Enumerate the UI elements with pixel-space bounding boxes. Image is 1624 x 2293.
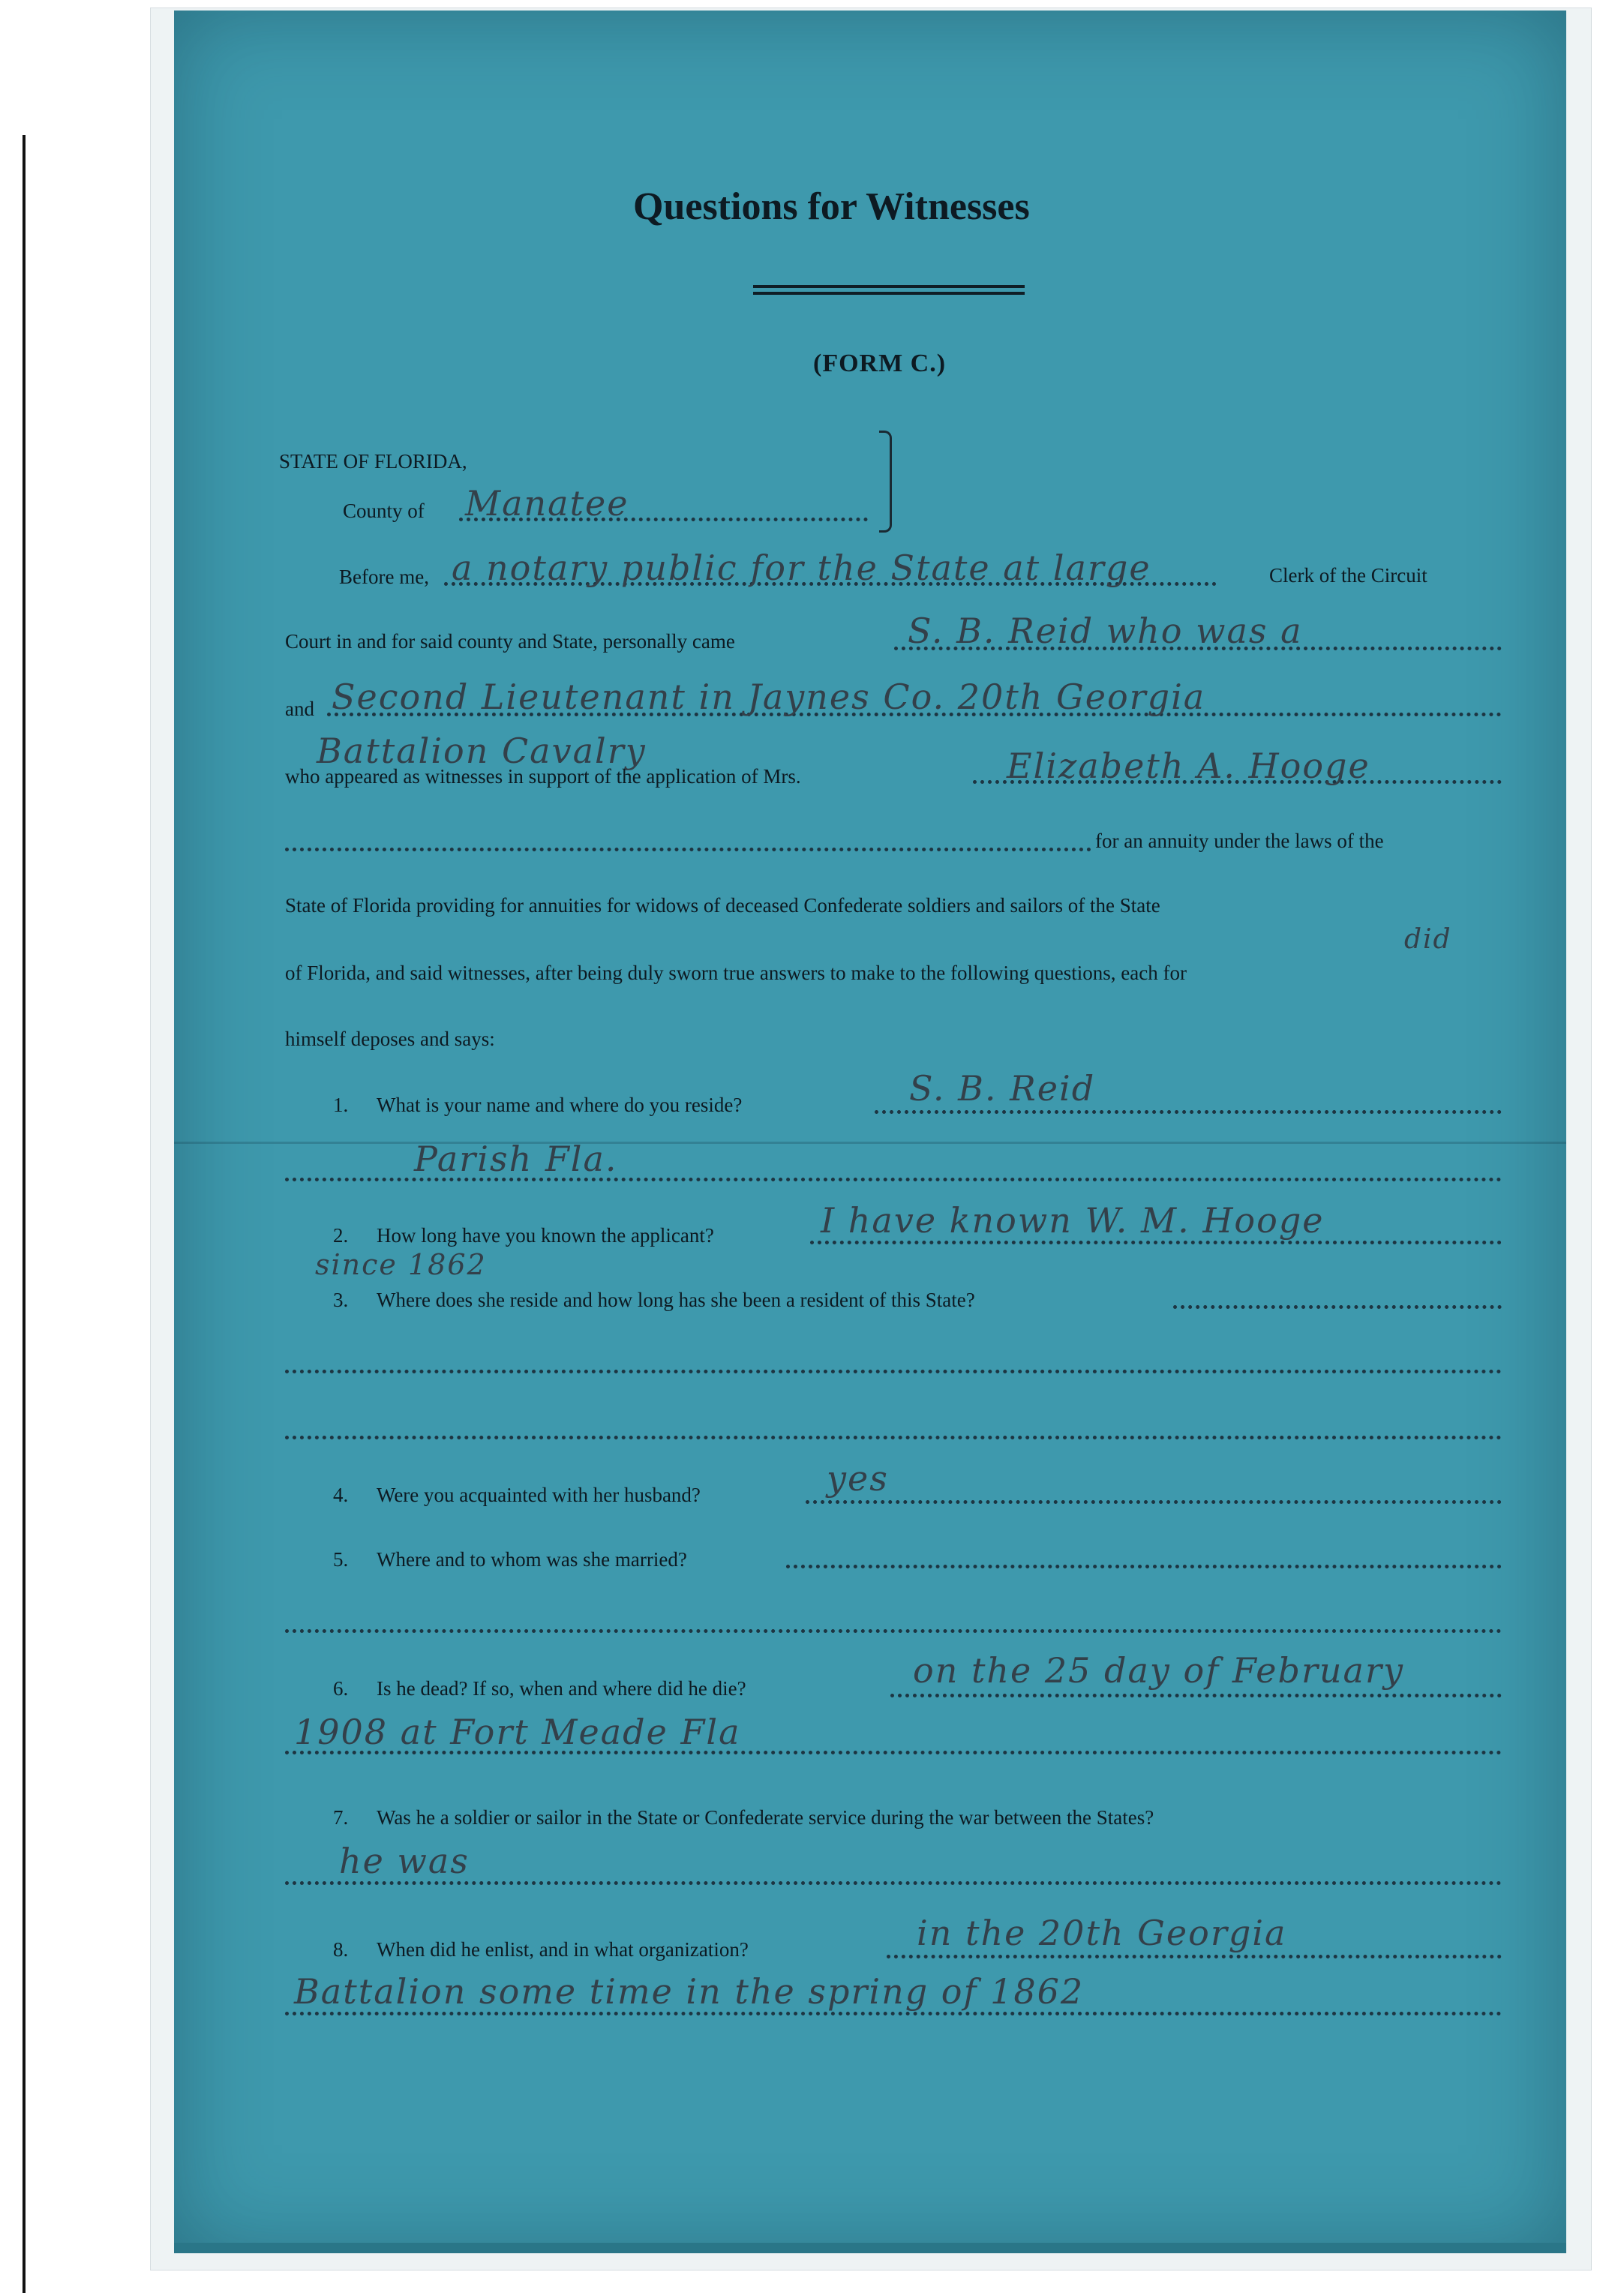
- witness-line2-value: Second Lieutenant in Jaynes Co. 20th Georgia: [332, 677, 1206, 717]
- form-code: (FORM C.): [813, 350, 947, 377]
- title-double-rule: [753, 285, 1025, 295]
- q7-text: Was he a soldier or sailor in the State or Confederate service during the war between the States?: [377, 1806, 1154, 1829]
- sworn-insert: did: [1404, 924, 1452, 955]
- q7-number: 7.: [333, 1806, 349, 1829]
- form-sheet: [174, 11, 1566, 2253]
- scan-left-rule: [23, 135, 26, 2293]
- q8-line: [887, 1955, 1502, 1958]
- state-label: STATE OF FLORIDA,: [279, 450, 467, 473]
- q8-number: 8.: [333, 1938, 349, 1961]
- q7-answer: he was: [339, 1841, 470, 1881]
- court-text: Court in and for said county and State, personally came: [285, 630, 735, 653]
- q1-answer2: Parish Fla.: [414, 1139, 618, 1179]
- before-me-label: Before me,: [339, 566, 429, 588]
- q1-answer: S. B. Reid: [909, 1068, 1096, 1109]
- q2-line: [810, 1241, 1502, 1244]
- q8-answer2: Battalion some time in the spring of 1862: [294, 1971, 1085, 2012]
- appeared-text: who appeared as witnesses in support of the application of Mrs.: [285, 765, 801, 788]
- q8-line2: [285, 2012, 1502, 2015]
- q6-answer: on the 25 day of February: [913, 1650, 1404, 1691]
- clerk-text: Clerk of the Circuit: [1269, 564, 1427, 587]
- q6-line: [890, 1694, 1502, 1697]
- q8-answer: in the 20th Georgia: [917, 1913, 1287, 1953]
- q3-number: 3.: [333, 1289, 349, 1311]
- county-label: County of: [343, 500, 425, 522]
- q8-text: When did he enlist, and in what organization?: [377, 1938, 749, 1961]
- applicant-value: Elizabeth A. Hooge: [1007, 746, 1370, 786]
- q2-number: 2.: [333, 1224, 349, 1247]
- state-law-text: State of Florida providing for annuities for widows of deceased Confederate soldiers and sailors of the State: [285, 894, 1160, 917]
- q6-answer2: 1908 at Fort Meade Fla: [294, 1712, 741, 1752]
- q7-line: [285, 1881, 1502, 1885]
- q1-number: 1.: [333, 1094, 349, 1116]
- witness-line3-value: Battalion Cavalry: [317, 731, 647, 771]
- q4-text: Were you acquainted with her husband?: [377, 1484, 701, 1506]
- q6-text: Is he dead? If so, when and where did he die?: [377, 1677, 746, 1700]
- q2-answer: I have known W. M. Hooge: [821, 1200, 1325, 1241]
- annuity-text: for an annuity under the laws of the: [1095, 830, 1384, 852]
- q3-line2: [285, 1370, 1502, 1373]
- q1-text: What is your name and where do you reside?: [377, 1094, 743, 1116]
- sheet-bottom-edge: [174, 2243, 1566, 2253]
- q3-text: Where does she reside and how long has she been a resident of this State?: [377, 1289, 975, 1311]
- q6-number: 6.: [333, 1677, 349, 1700]
- q4-line: [806, 1500, 1502, 1504]
- applicant-line2: [285, 848, 1091, 851]
- q2-text: How long have you known the applicant?: [377, 1224, 714, 1247]
- q5-line: [786, 1565, 1502, 1568]
- q2-answer2: since 1862: [315, 1248, 487, 1281]
- deposes-text: himself deposes and says:: [285, 1028, 495, 1050]
- sworn-text: of Florida, and said witnesses, after being duly sworn true answers to make to the following questions, each for: [285, 962, 1187, 984]
- q4-number: 4.: [333, 1484, 349, 1506]
- q4-answer: yes: [827, 1458, 889, 1499]
- form-title: Questions for Witnesses: [633, 185, 1030, 228]
- q5-line2: [285, 1629, 1502, 1633]
- and-label: and: [285, 698, 314, 720]
- q3-line: [1173, 1305, 1502, 1309]
- q5-number: 5.: [333, 1548, 349, 1571]
- q1-line: [875, 1110, 1502, 1114]
- county-value: Manatee: [465, 483, 629, 524]
- venue-bracket: [879, 431, 892, 533]
- q3-line3: [285, 1436, 1502, 1439]
- witness-name-value: S. B. Reid who was a: [908, 611, 1303, 651]
- q5-text: Where and to whom was she married?: [377, 1548, 687, 1571]
- before-me-value: a notary public for the State at large: [452, 548, 1151, 588]
